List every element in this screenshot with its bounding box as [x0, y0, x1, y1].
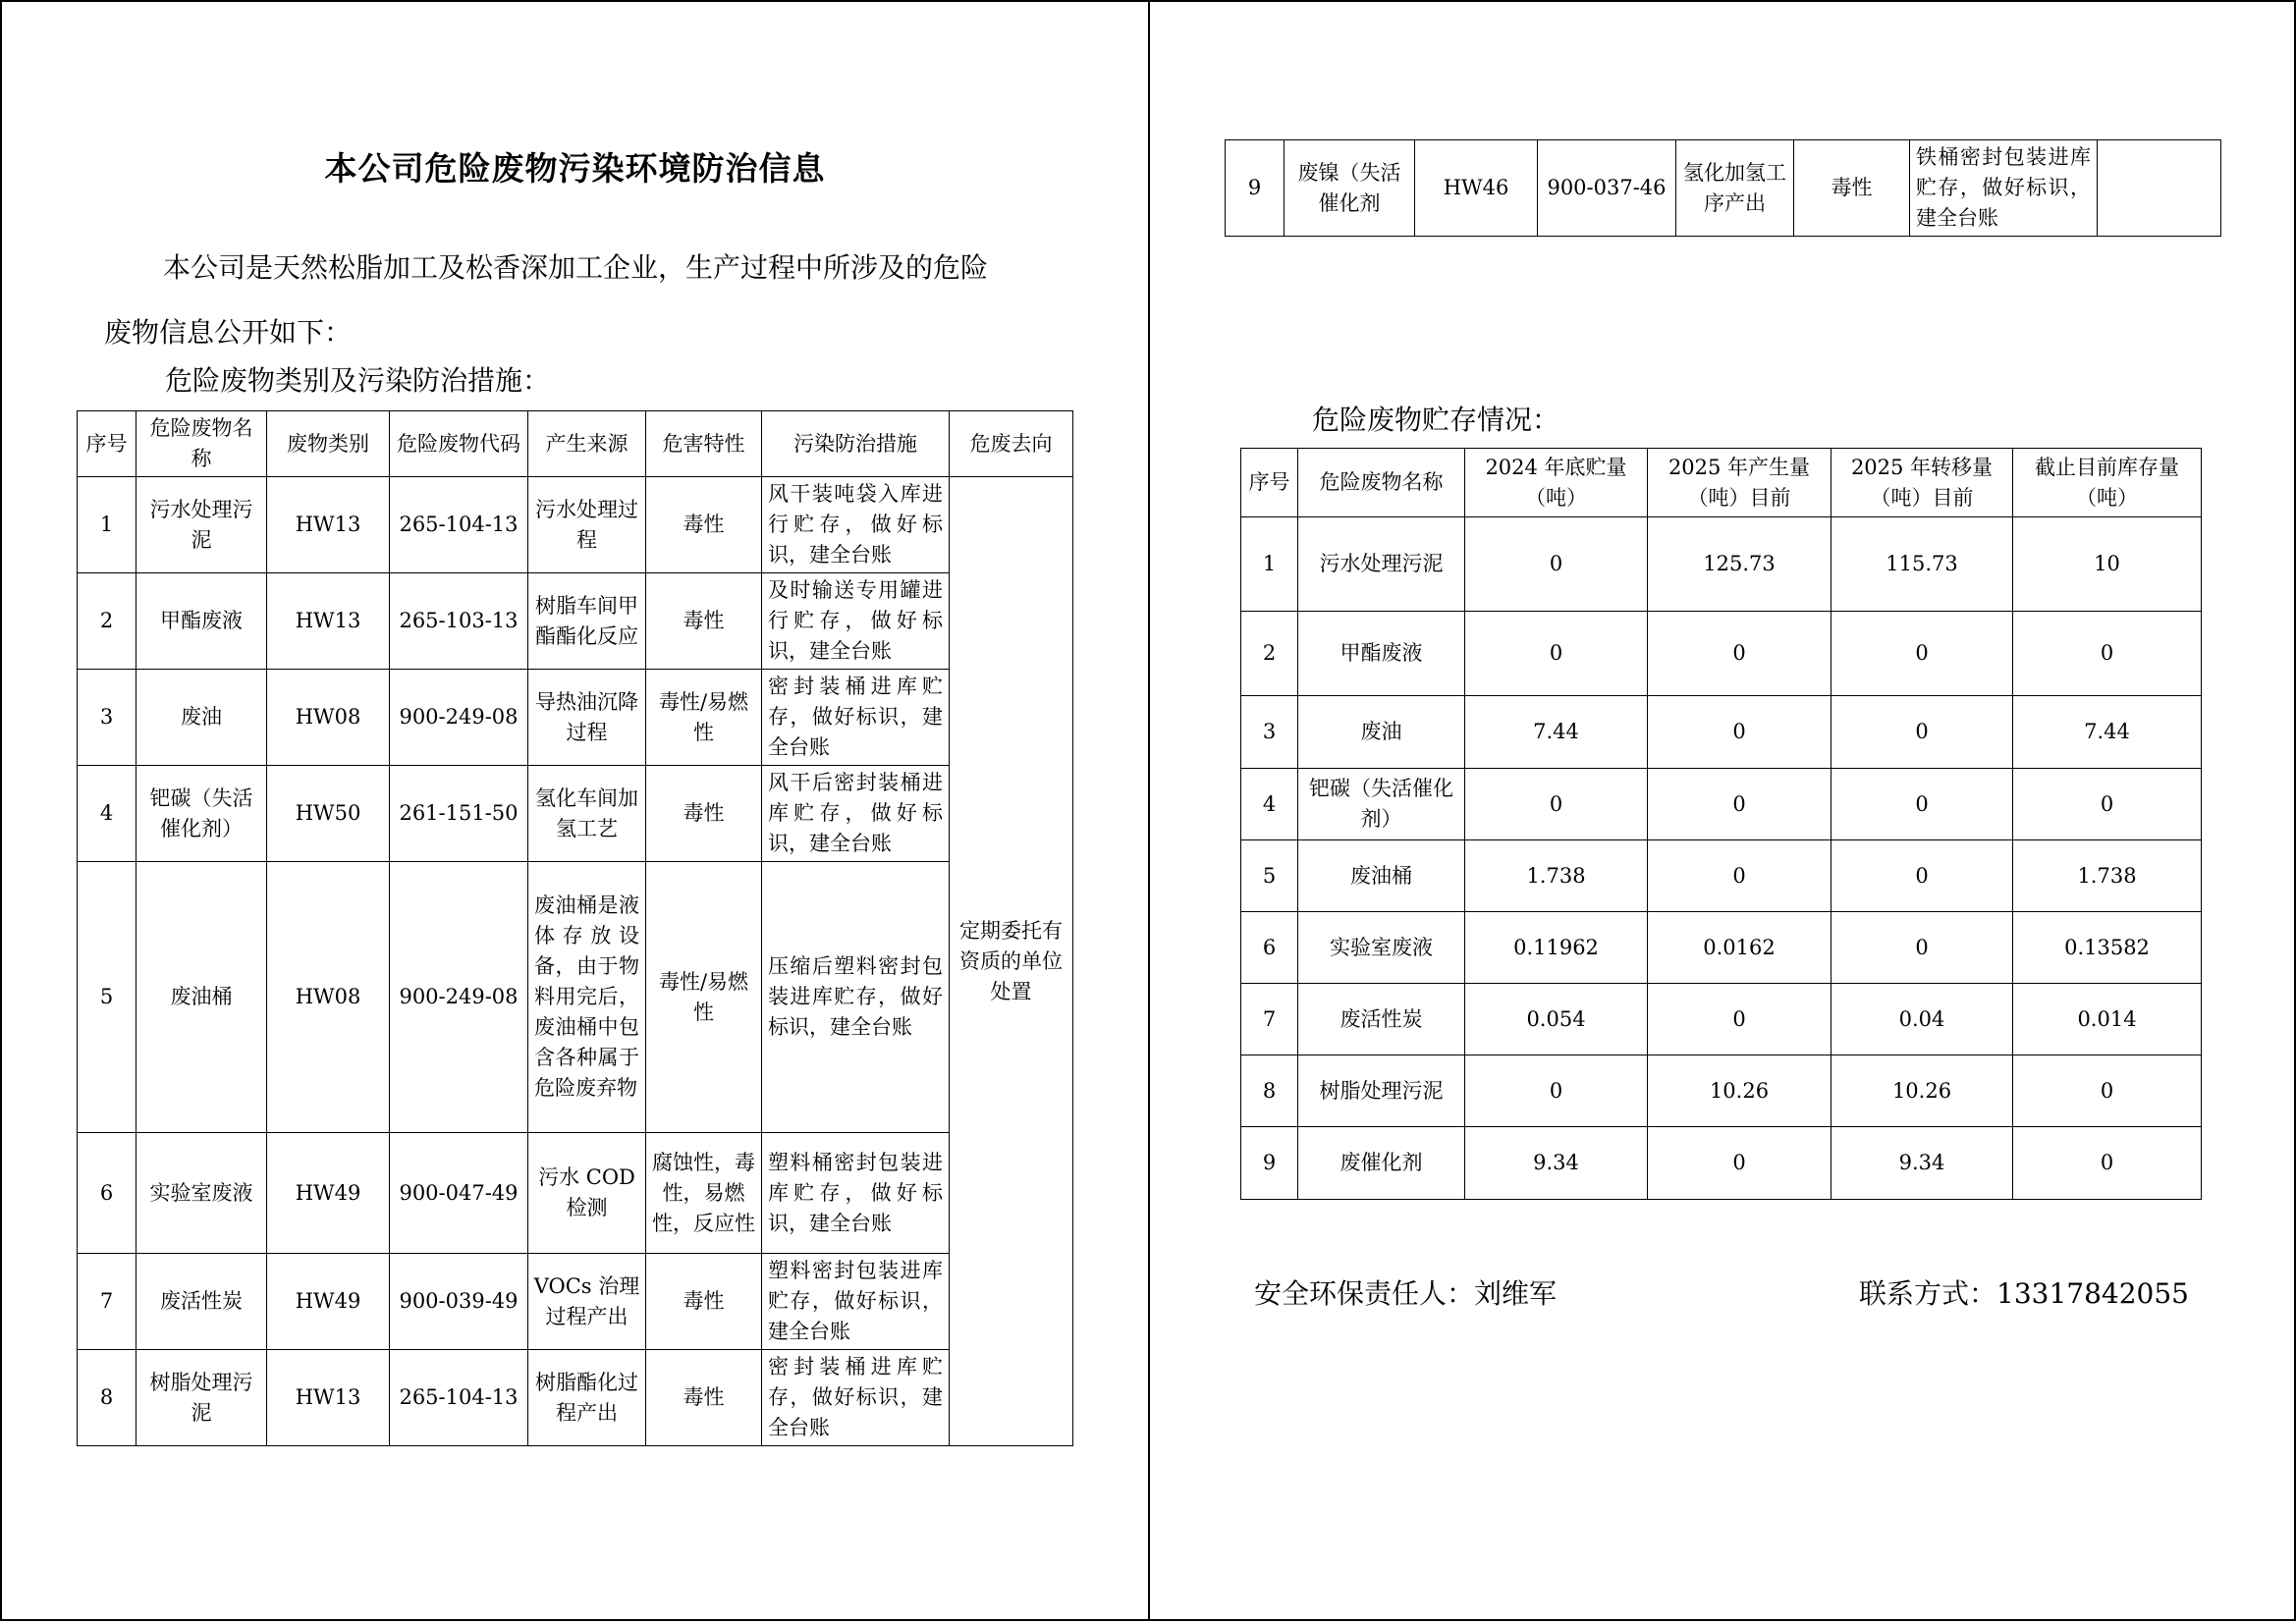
- cell-stock: 1.738: [2013, 840, 2202, 912]
- cell-transferred-2025: 0: [1831, 612, 2013, 696]
- cell-end-2024: 1.738: [1465, 840, 1648, 912]
- cell-category: HW49: [267, 1133, 390, 1254]
- cell-no: 8: [78, 1350, 137, 1446]
- cell-name: 废油桶: [137, 862, 267, 1133]
- cell-hazard: 毒性: [646, 1254, 762, 1350]
- intro-line-2: 废物信息公开如下：: [104, 316, 353, 349]
- cell-no: 5: [1241, 840, 1298, 912]
- cell-hazard: 毒性: [646, 1350, 762, 1446]
- cell-stock: 0: [2013, 612, 2202, 696]
- intro-line-1: 本公司是天然松脂加工及松香深加工企业，生产过程中所涉及的危险: [163, 251, 989, 284]
- cell-source: 树脂酯化过程产出: [528, 1350, 646, 1446]
- cell-code: 900-039-49: [390, 1254, 528, 1350]
- cell-no: 9: [1241, 1127, 1298, 1200]
- cell-name: 树脂处理污泥: [1298, 1055, 1465, 1127]
- cell-no: 3: [1241, 696, 1298, 769]
- cell-measure: 铁桶密封包装进库贮存，做好标识，建全台账: [1910, 140, 2098, 237]
- cell-produced-2025: 0: [1648, 769, 1831, 840]
- cell-name: 废催化剂: [1298, 1127, 1465, 1200]
- cell-no: 7: [1241, 984, 1298, 1055]
- cell-hazard: 毒性: [1794, 140, 1910, 237]
- cell-transferred-2025: 115.73: [1831, 517, 2013, 612]
- column-header: 序号: [78, 411, 137, 477]
- cell-name: 废活性炭: [137, 1254, 267, 1350]
- cell-category: HW13: [267, 1350, 390, 1446]
- column-header: 危险废物代码: [390, 411, 528, 477]
- cell-no: 4: [78, 766, 137, 862]
- cell-source: 污水处理过程: [528, 477, 646, 573]
- cell-no: 3: [78, 670, 137, 766]
- cell-no: 2: [1241, 612, 1298, 696]
- cell-produced-2025: 0: [1648, 984, 1831, 1055]
- hazardous-waste-storage-table: [1240, 448, 2202, 1200]
- cell-code: 261-151-50: [390, 766, 528, 862]
- cell-code: 900-047-49: [390, 1133, 528, 1254]
- column-header: 产生来源: [528, 411, 646, 477]
- table-row: [78, 477, 1073, 573]
- cell-stock: 0: [2013, 769, 2202, 840]
- cell-name: 实验室废液: [137, 1133, 267, 1254]
- cell-produced-2025: 10.26: [1648, 1055, 1831, 1127]
- cell-produced-2025: 0: [1648, 1127, 1831, 1200]
- cell-hazard: 毒性/易燃性: [646, 670, 762, 766]
- cell-end-2024: 0: [1465, 769, 1648, 840]
- cell-produced-2025: 0: [1648, 840, 1831, 912]
- column-header: 危险废物名称: [1298, 449, 1465, 517]
- cell-code: 900-037-46: [1538, 140, 1676, 237]
- column-header: 危废去向: [950, 411, 1073, 477]
- table-row: [1226, 140, 2221, 237]
- cell-measure: 压缩后塑料密封包装进库贮存，做好标识，建全台账: [762, 862, 950, 1133]
- cell-end-2024: 9.34: [1465, 1127, 1648, 1200]
- cell-end-2024: 0: [1465, 517, 1648, 612]
- cell-name: 实验室废液: [1298, 912, 1465, 984]
- cell-name: 废镍（失活催化剂: [1285, 140, 1415, 237]
- categories-section-label: 危险废物类别及污染防治措施：: [165, 364, 551, 397]
- cell-stock: 0.13582: [2013, 912, 2202, 984]
- table-row: [78, 1133, 1073, 1254]
- table-row: [1241, 517, 2202, 612]
- cell-name: 废油: [1298, 696, 1465, 769]
- cell-stock: 0: [2013, 1055, 2202, 1127]
- table-row: [1241, 1055, 2202, 1127]
- cell-transferred-2025: 9.34: [1831, 1127, 2013, 1200]
- cell-produced-2025: 0: [1648, 696, 1831, 769]
- column-header: 2025 年转移量（吨）目前: [1831, 449, 2013, 517]
- cell-source: VOCs 治理过程产出: [528, 1254, 646, 1350]
- cell-code: 265-103-13: [390, 573, 528, 670]
- column-header: 污染防治措施: [762, 411, 950, 477]
- cell-end-2024: 0: [1465, 612, 1648, 696]
- hazardous-waste-category-table: [77, 410, 1073, 1446]
- cell-name: 废活性炭: [1298, 984, 1465, 1055]
- cell-name: 树脂处理污泥: [137, 1350, 267, 1446]
- cell-no: 1: [78, 477, 137, 573]
- cell-stock: 7.44: [2013, 696, 2202, 769]
- cell-hazard: 毒性/易燃性: [646, 862, 762, 1133]
- cell-source: 导热油沉降过程: [528, 670, 646, 766]
- table-row: [1241, 612, 2202, 696]
- cell-name: 废油桶: [1298, 840, 1465, 912]
- table-row: [1241, 840, 2202, 912]
- document-title: 本公司危险废物污染环境防治信息: [324, 149, 826, 188]
- column-header: 序号: [1241, 449, 1298, 517]
- cell-category: HW50: [267, 766, 390, 862]
- table-row: [78, 766, 1073, 862]
- cell-code: 265-104-13: [390, 477, 528, 573]
- cell-measure: 密封装桶进库贮存，做好标识，建全台账: [762, 670, 950, 766]
- cell-transferred-2025: 0: [1831, 696, 2013, 769]
- cell-hazard: 毒性: [646, 766, 762, 862]
- cell-category: HW08: [267, 670, 390, 766]
- cell-end-2024: 0.11962: [1465, 912, 1648, 984]
- cell-hazard: 毒性: [646, 477, 762, 573]
- cell-name: 甲酯废液: [137, 573, 267, 670]
- cell-disposal: 定期委托有资质的单位处置: [950, 477, 1073, 1446]
- cell-category: HW13: [267, 477, 390, 573]
- column-header: 2024 年底贮量（吨）: [1465, 449, 1648, 517]
- cell-end-2024: 0: [1465, 1055, 1648, 1127]
- cell-no: 2: [78, 573, 137, 670]
- cell-disposal: [2098, 140, 2221, 237]
- cell-measure: 风干装吨袋入库进行贮存，做好标识，建全台账: [762, 477, 950, 573]
- cell-stock: 10: [2013, 517, 2202, 612]
- cell-measure: 及时输送专用罐进行贮存，做好标识，建全台账: [762, 573, 950, 670]
- cell-category: HW13: [267, 573, 390, 670]
- cell-end-2024: 7.44: [1465, 696, 1648, 769]
- cell-source: 氢化车间加氢工艺: [528, 766, 646, 862]
- cell-name: 钯碳（失活催化剂）: [1298, 769, 1465, 840]
- cell-name: 污水处理污泥: [137, 477, 267, 573]
- cell-category: HW08: [267, 862, 390, 1133]
- cell-category: HW49: [267, 1254, 390, 1350]
- cell-source: 氢化加氢工序产出: [1676, 140, 1794, 237]
- cell-end-2024: 0.054: [1465, 984, 1648, 1055]
- cell-name: 甲酯废液: [1298, 612, 1465, 696]
- table-row: [1241, 984, 2202, 1055]
- column-header: 截止目前库存量（吨）: [2013, 449, 2202, 517]
- table-header-row: [1241, 449, 2202, 517]
- table-row: [78, 1350, 1073, 1446]
- column-header: 废物类别: [267, 411, 390, 477]
- cell-no: 4: [1241, 769, 1298, 840]
- cell-transferred-2025: 0: [1831, 769, 2013, 840]
- cell-measure: 密封装桶进库贮存，做好标识，建全台账: [762, 1350, 950, 1446]
- contact-phone: 联系方式：13317842055: [1859, 1277, 2189, 1310]
- cell-source: 废油桶是液体存放设备，由于物料用完后，废油桶中包含各种属于危险废弃物: [528, 862, 646, 1133]
- cell-no: 9: [1226, 140, 1285, 237]
- cell-transferred-2025: 10.26: [1831, 1055, 2013, 1127]
- table-row: [1241, 769, 2202, 840]
- cell-code: 900-249-08: [390, 862, 528, 1133]
- cell-stock: 0: [2013, 1127, 2202, 1200]
- storage-section-label: 危险废物贮存情况：: [1312, 404, 1560, 436]
- cell-no: 6: [1241, 912, 1298, 984]
- table-row: [1241, 912, 2202, 984]
- cell-transferred-2025: 0.04: [1831, 984, 2013, 1055]
- cell-no: 1: [1241, 517, 1298, 612]
- cell-produced-2025: 125.73: [1648, 517, 1831, 612]
- cell-no: 5: [78, 862, 137, 1133]
- table-row: [78, 1254, 1073, 1350]
- cell-no: 8: [1241, 1055, 1298, 1127]
- cell-hazard: 腐蚀性，毒性，易燃性，反应性: [646, 1133, 762, 1254]
- cell-name: 废油: [137, 670, 267, 766]
- cell-hazard: 毒性: [646, 573, 762, 670]
- cell-code: 265-104-13: [390, 1350, 528, 1446]
- cell-no: 6: [78, 1133, 137, 1254]
- cell-source: 污水 COD 检测: [528, 1133, 646, 1254]
- cell-measure: 塑料桶密封包装进库贮存，做好标识，建全台账: [762, 1133, 950, 1254]
- cell-transferred-2025: 0: [1831, 840, 2013, 912]
- cell-name: 污水处理污泥: [1298, 517, 1465, 612]
- cell-name: 钯碳（失活催化剂）: [137, 766, 267, 862]
- column-header: 2025 年产生量（吨）目前: [1648, 449, 1831, 517]
- cell-no: 7: [78, 1254, 137, 1350]
- hazardous-waste-category-table-continued: [1225, 139, 2221, 237]
- cell-measure: 塑料密封包装进库贮存，做好标识，建全台账: [762, 1254, 950, 1350]
- column-header: 危害特性: [646, 411, 762, 477]
- intro-paragraph: [104, 236, 1047, 365]
- cell-produced-2025: 0: [1648, 612, 1831, 696]
- table-row: [78, 862, 1073, 1133]
- cell-stock: 0.014: [2013, 984, 2202, 1055]
- table-row: [78, 573, 1073, 670]
- cell-category: HW46: [1415, 140, 1538, 237]
- column-header: 危险废物名称: [137, 411, 267, 477]
- table-row: [78, 670, 1073, 766]
- cell-measure: 风干后密封装桶进库贮存，做好标识，建全台账: [762, 766, 950, 862]
- responsible-person: 安全环保责任人：刘维军: [1254, 1277, 1558, 1310]
- cell-transferred-2025: 0: [1831, 912, 2013, 984]
- cell-code: 900-249-08: [390, 670, 528, 766]
- cell-source: 树脂车间甲酯酯化反应: [528, 573, 646, 670]
- table-row: [1241, 696, 2202, 769]
- table-header-row: [78, 411, 1073, 477]
- table-row: [1241, 1127, 2202, 1200]
- cell-produced-2025: 0.0162: [1648, 912, 1831, 984]
